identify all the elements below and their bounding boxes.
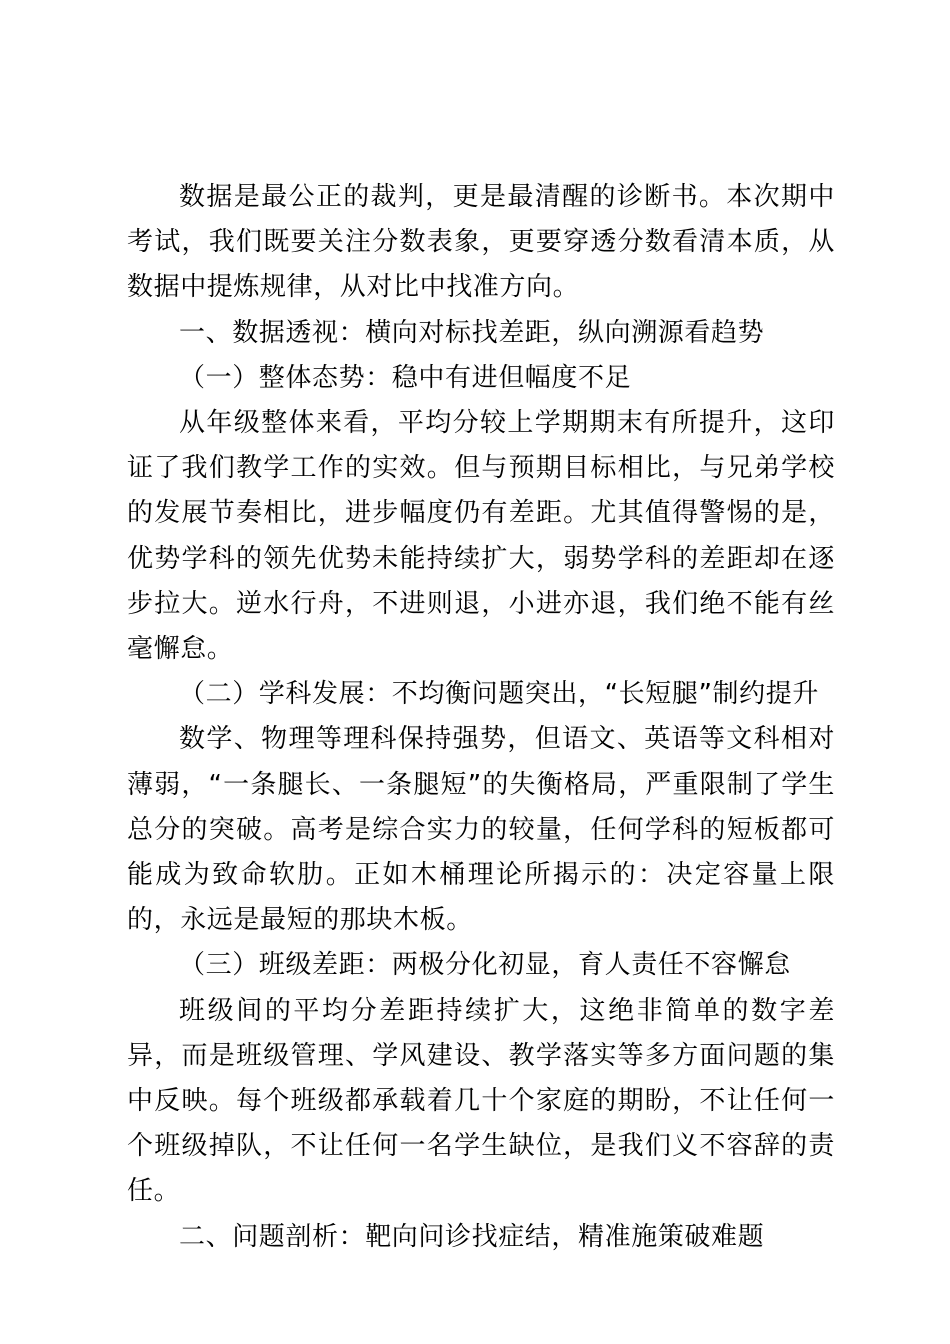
subsection-heading-3: （三）班级差距：两极分化初显，育人责任不容懈怠 [179, 950, 791, 981]
subsection-body-2: 数学、物理等理科保持强势，但语文、英语等文科相对薄弱，“一条腿长、一条腿短”的失衡格局，严重限制了学生总分的突破。高考是综合实力的较量，任何学科的短板都可能成为致命软肋。正如木桶理论所揭示的：决定容量上限的，永远是最短的那块木板。 [127, 724, 835, 936]
subsection-body-1: 从年级整体来看，平均分较上学期期末有所提升，这印证了我们教学工作的实效。但与预期目标相比，与兄弟学校的发展节奏相比，进步幅度仍有差距。尤其值得警惕的是，优势学科的领先优势未能持续扩大，弱势学科的差距却在逐步拉大。逆水行舟，不进则退，小进亦退，我们绝不能有丝毫懈怠。 [127, 408, 835, 665]
subsection-body-3: 班级间的平均分差距持续扩大，这绝非简单的数字差异，而是班级管理、学风建设、教学落实等多方面问题的集中反映。每个班级都承载着几十个家庭的期盼，不让任何一个班级掉队，不让任何一名学生缺位，是我们义不容辞的责任。 [127, 995, 835, 1207]
intro-paragraph: 数据是最公正的裁判，更是最清醒的诊断书。本次期中考试，我们既要关注分数表象，更要穿透分数看清本质，从数据中提炼规律，从对比中找准方向。 [127, 182, 835, 303]
section-heading-1: 一、数据透视：横向对标找差距，纵向溯源看趋势 [179, 317, 765, 348]
subsection-heading-1: （一）整体态势：稳中有进但幅度不足 [179, 362, 632, 393]
document-body [127, 175, 835, 1260]
section-heading-2: 二、问题剖析：靶向问诊找症结，精准施策破难题 [179, 1221, 765, 1252]
subsection-heading-2: （二）学科发展：不均衡问题突出，“长短腿”制约提升 [179, 679, 819, 710]
